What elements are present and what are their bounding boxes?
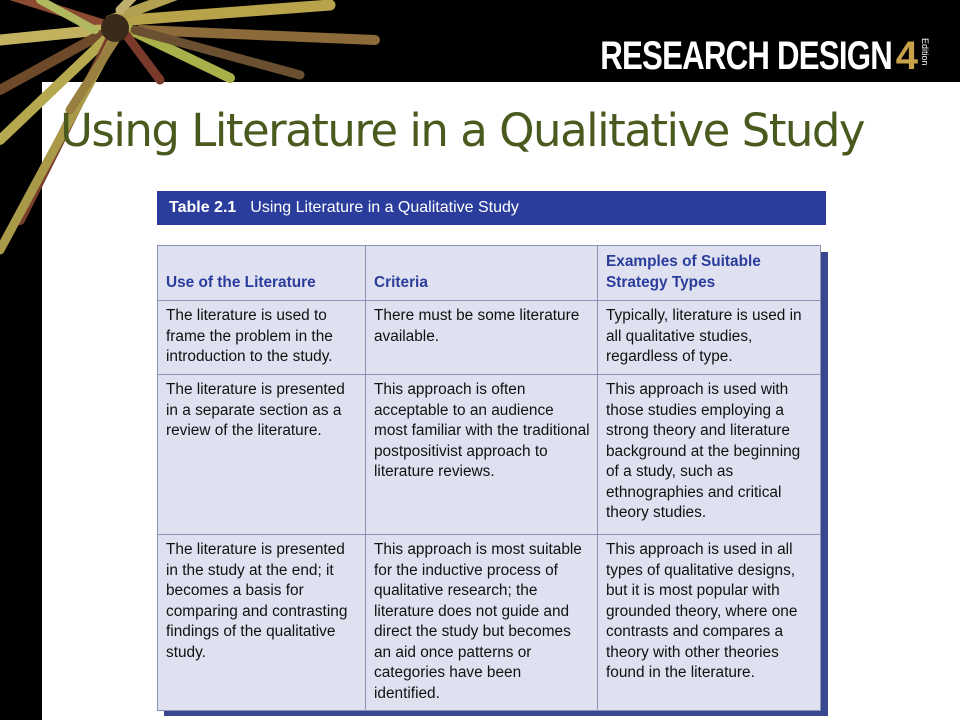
- brand-edition-label: Edition: [920, 38, 930, 66]
- table-cell: This approach is used in all types of qualitative designs, but it is most popular with grounded theory, where one contrasts and compares a theory with other theories found in the literature.: [598, 535, 821, 711]
- table-cell: The literature is presented in a separate section as a review of the literature.: [158, 375, 366, 535]
- table-caption-text: Using Literature in a Qualitative Study: [250, 199, 519, 216]
- column-header: Criteria: [366, 246, 598, 301]
- table-cell: There must be some literature available.: [366, 301, 598, 375]
- column-header: Use of the Literature: [158, 246, 366, 301]
- literature-table: [157, 245, 821, 711]
- table-row: [158, 535, 821, 711]
- table-cell: The literature is used to frame the problem in the introduction to the study.: [158, 301, 366, 375]
- table-header-row: [158, 246, 821, 301]
- table-caption-number: Table 2.1: [169, 199, 237, 216]
- brand-title: RESEARCH DESIGN: [600, 34, 892, 78]
- table-cell: This approach is used with those studies employing a strong theory and literature background at the beginning of a study, such as ethnographies and critical theory studies.: [598, 375, 821, 535]
- column-header: Examples of Suitable Strategy Types: [598, 246, 821, 301]
- table-cell: The literature is presented in the study at the end; it becomes a basis for comparing and contrasting findings of the qualitative study.: [158, 535, 366, 711]
- table-cell: Typically, literature is used in all qualitative studies, regardless of type.: [598, 301, 821, 375]
- table-row: [158, 301, 821, 375]
- slide-title: Using Literature in a Qualitative Study: [60, 104, 865, 157]
- table-row: [158, 375, 821, 535]
- brand-edition-number: 4: [895, 34, 918, 78]
- brand-logo: [518, 36, 930, 76]
- table-cell: This approach is often acceptable to an audience most familiar with the traditional postpositivist approach to literature reviews.: [366, 375, 598, 535]
- table-cell: This approach is most suitable for the inductive process of qualitative research; the literature does not guide and direct the study but becomes an aid once patterns or categories have been identified.: [366, 535, 598, 711]
- table-caption: [157, 191, 826, 225]
